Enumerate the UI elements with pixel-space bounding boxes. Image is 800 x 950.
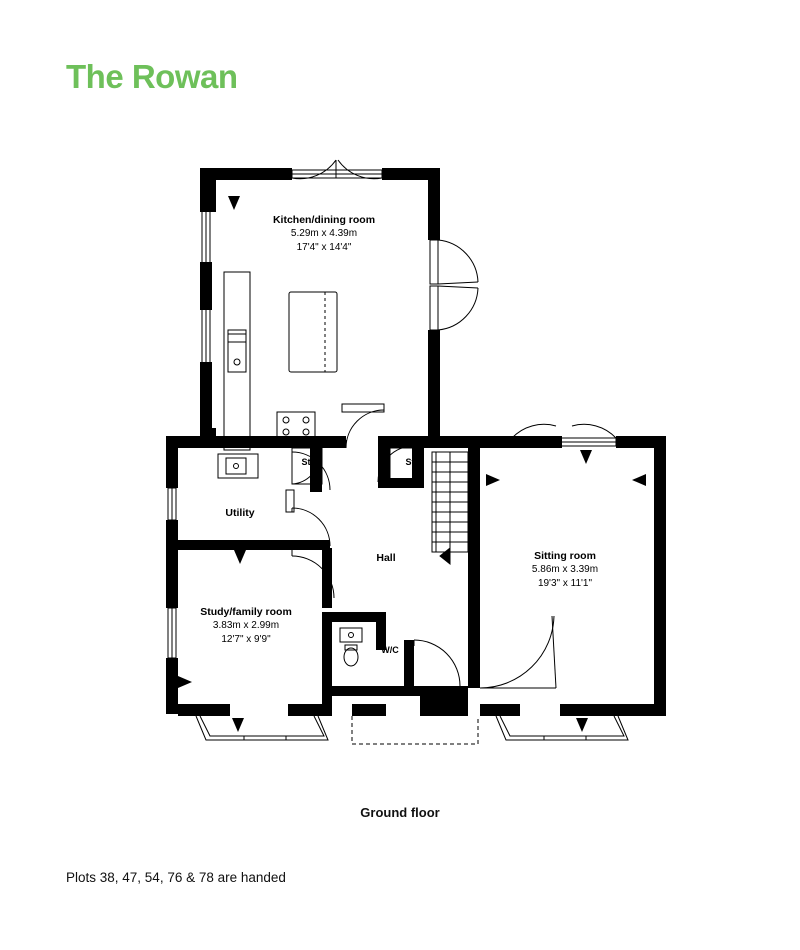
room-label-kitchen-dining [273, 213, 375, 255]
door-kitchen-right-lower [430, 286, 478, 330]
wc-fittings [340, 628, 362, 666]
room-label-wc: W/C [381, 645, 399, 655]
french-doors-kitchen-top [292, 160, 382, 179]
door-utility [286, 490, 330, 546]
staircase [432, 452, 468, 564]
room-name: Study/family room [200, 606, 292, 618]
room-label-utility [225, 506, 254, 520]
window-utility-left [168, 488, 176, 520]
door-kitchen-hall [342, 404, 384, 448]
kitchen-hob [277, 412, 315, 440]
room-dimension-metric: 5.29m x 4.39m [290, 228, 358, 239]
room-label-sitting-room [532, 549, 598, 591]
door-wc [414, 640, 460, 686]
room-dimension-imperial: 17'4" x 14'4" [296, 242, 352, 253]
room-name: Kitchen/dining room [272, 214, 376, 226]
room-name: Hall [376, 552, 396, 564]
walls-group [200, 168, 440, 440]
page-title: The Rowan [66, 58, 238, 95]
room-dimension-imperial: 12'7" x 9'9" [221, 634, 271, 645]
room-label-hall [376, 551, 395, 565]
utility-sink [218, 454, 258, 478]
window-kitchen-left [202, 208, 210, 264]
bay-window-sitting [496, 716, 628, 740]
handed-plots-note: Plots 38, 47, 54, 76 & 78 are handed [66, 870, 286, 885]
room-label-study-family-room [200, 605, 292, 647]
room-dimension-metric: 5.86m x 3.39m [531, 564, 599, 575]
room-name: Utility [225, 507, 255, 519]
door-kitchen-right-upper [430, 240, 478, 284]
bay-window-study [196, 716, 328, 740]
window-kitchen-left-2 [202, 308, 210, 364]
room-label-store-2: St [405, 457, 415, 467]
room-name: Sitting room [534, 550, 596, 562]
door-sitting-room [480, 616, 556, 688]
room-dimension-metric: 3.83m x 2.99m [212, 620, 280, 631]
kitchen-counter-left [224, 272, 250, 450]
porch-outline [352, 716, 478, 744]
window-study-left [168, 608, 176, 658]
room-dimension-imperial: 19'3" x 11'1" [537, 578, 593, 589]
floor-caption: Ground floor [360, 805, 440, 820]
room-label-store-1: St [301, 457, 311, 467]
kitchen-island [289, 292, 337, 372]
